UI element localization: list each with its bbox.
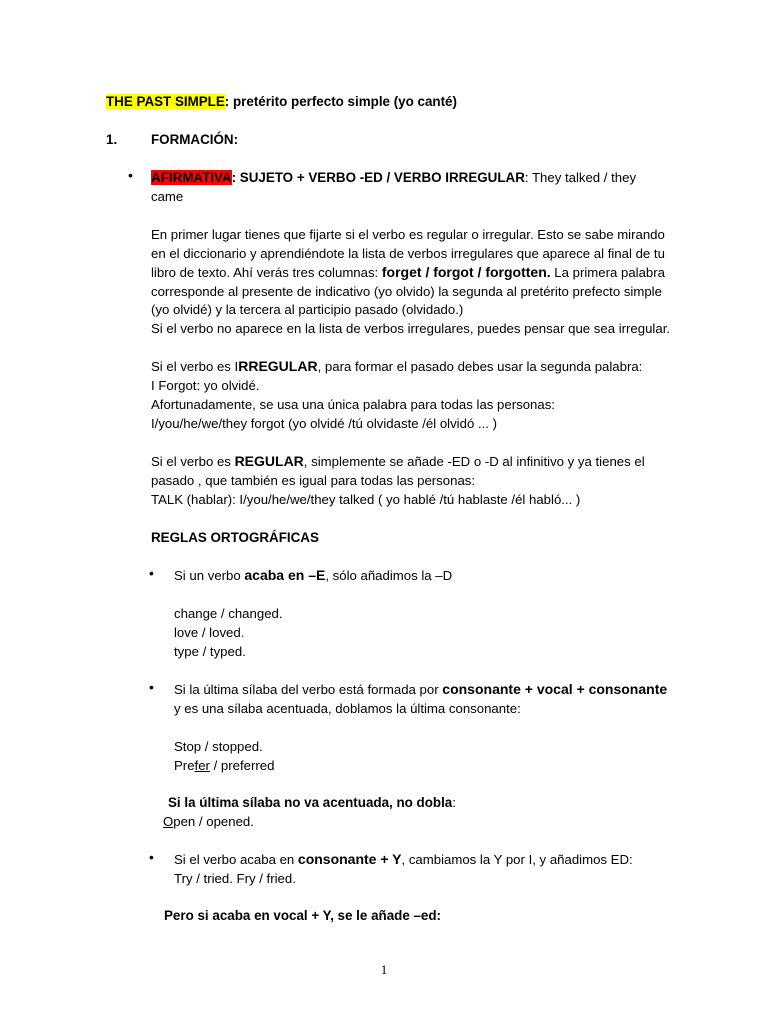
rule-3-example: Try / tried. Fry / fried. [174,871,296,886]
rule-2-example-2-post: / preferred [209,758,275,773]
intro-line-5: (yo olvidé) y la tercera al participio pasado (olvidado.) [151,302,464,317]
rule-3-text [174,850,633,869]
regular-line-3: TALK (hablar): I/you/he/we/they talked ( yo hablé /tú hablaste /él habló... ) [151,492,581,507]
no-dobla-heading-text: Si la última sílaba no va acentuada, no dobla [168,795,453,810]
page-title [106,92,457,111]
irregular-line-1 [151,357,642,376]
rule-1-post: , sólo añadimos la –D [325,568,453,583]
afirmativa-example: They talked / they [528,170,637,185]
afirmativa-formula: SUJETO + VERBO -ED / VERBO IRREGULAR [236,170,525,185]
regular-line-1 [151,452,645,471]
rule-2-line-2: y es una sílaba acentuada, doblamos la última consonante: [174,701,521,716]
regular-line-1-pre: Si el verbo es [151,454,235,469]
intro-line-1: En primer lugar tienes que fijarte si el verbo es regular o irregular. Esto se sabe mirando [151,227,665,242]
irregular-line-3: Afortunadamente, se usa una única palabra para todas las personas: [151,397,555,412]
bullet-icon: • [149,849,154,865]
intro-line-3 [151,263,665,282]
afirmativa-tag: AFIRMATIVA [151,170,232,185]
no-dobla-heading [168,793,456,812]
afirmativa-example-cont: came [151,189,184,204]
irregular-line-4: I/you/he/we/they forgot (yo olvidé /tú olvidaste /él olvidó ... ) [151,416,497,431]
regular-line-2: pasado , que también es igual para todas las personas: [151,473,476,488]
irregular-keyword: RREGULAR [238,358,318,374]
intro-line-6: Si el verbo no aparece en la lista de verbos irregulares, puedes pensar que sea irregular. [151,321,671,336]
irregular-line-1-post: , para formar el pasado debes usar la segunda palabra: [317,359,643,374]
irregular-line-2: I Forgot: yo olvidé. [151,378,260,393]
rule-1-keyword: acaba en –E [244,567,326,583]
rule-1-example-1: change / changed. [174,606,283,621]
rule-3-post: , cambiamos la Y por I, y añadimos ED: [401,852,633,867]
no-dobla-colon: : [452,795,456,810]
rule-2-example-1: Stop / stopped. [174,739,263,754]
afirmativa-colon-2: : [524,170,529,185]
rule-2-pre: Si la última sílaba del verbo está formada por [174,682,443,697]
section-number: 1. [106,132,118,147]
page-number: 1 [380,962,388,977]
bullet-icon: • [149,679,154,695]
rule-2-keyword: consonante + vocal + consonante [442,681,668,697]
regular-keyword: REGULAR [234,453,304,469]
intro-line-2: en el diccionario y aprendiéndote la lista de verbos irregulares que aparece al final de tu [151,246,665,261]
rule-2-text [174,680,667,699]
rule-1-text [174,566,452,585]
stressed-syllable: fer [194,758,210,773]
no-dobla-example-post: pen / opened. [173,814,254,829]
rule-3-keyword: consonante + Y [297,851,402,867]
intro-line-3-post: La primera palabra [550,265,665,280]
verb-columns-example: forget / forgot / forgotten. [381,264,551,280]
reglas-heading: REGLAS ORTOGRÁFICAS [151,530,319,545]
rule-2-example-2-pre: Pre [174,758,195,773]
afirmativa-formula-line [151,168,636,187]
stressed-syllable: O [163,814,174,829]
title-highlight: THE PAST SIMPLE [106,94,225,109]
rule-3-pre: Si el verbo acaba en [174,852,298,867]
intro-line-3-pre: libro de texto. Ahí verás tres columnas: [151,265,382,280]
rule-2-example-2 [174,756,274,775]
rule-1-example-2: love / loved. [174,625,245,640]
no-dobla-example [163,812,254,831]
rule-1-example-3: type / typed. [174,644,246,659]
irregular-line-1-pre: Si el verbo es I [151,359,239,374]
section-heading: FORMACIÓN: [151,132,239,147]
intro-line-4: corresponde al presente de indicativo (yo olvido) la segunda al pretérito prefecto simple [151,284,662,299]
bullet-icon: • [128,167,133,183]
rule-1-pre: Si un verbo [174,568,245,583]
bullet-icon: • [149,565,154,581]
regular-line-1-post: , simplemente se añade -ED o -D al infinitivo y ya tienes el [303,454,645,469]
vocal-y-heading: Pero si acaba en vocal + Y, se le añade –ed: [164,908,442,923]
title-rest: : pretérito perfecto simple (yo canté) [224,94,457,109]
afirmativa-colon: : [231,170,237,185]
